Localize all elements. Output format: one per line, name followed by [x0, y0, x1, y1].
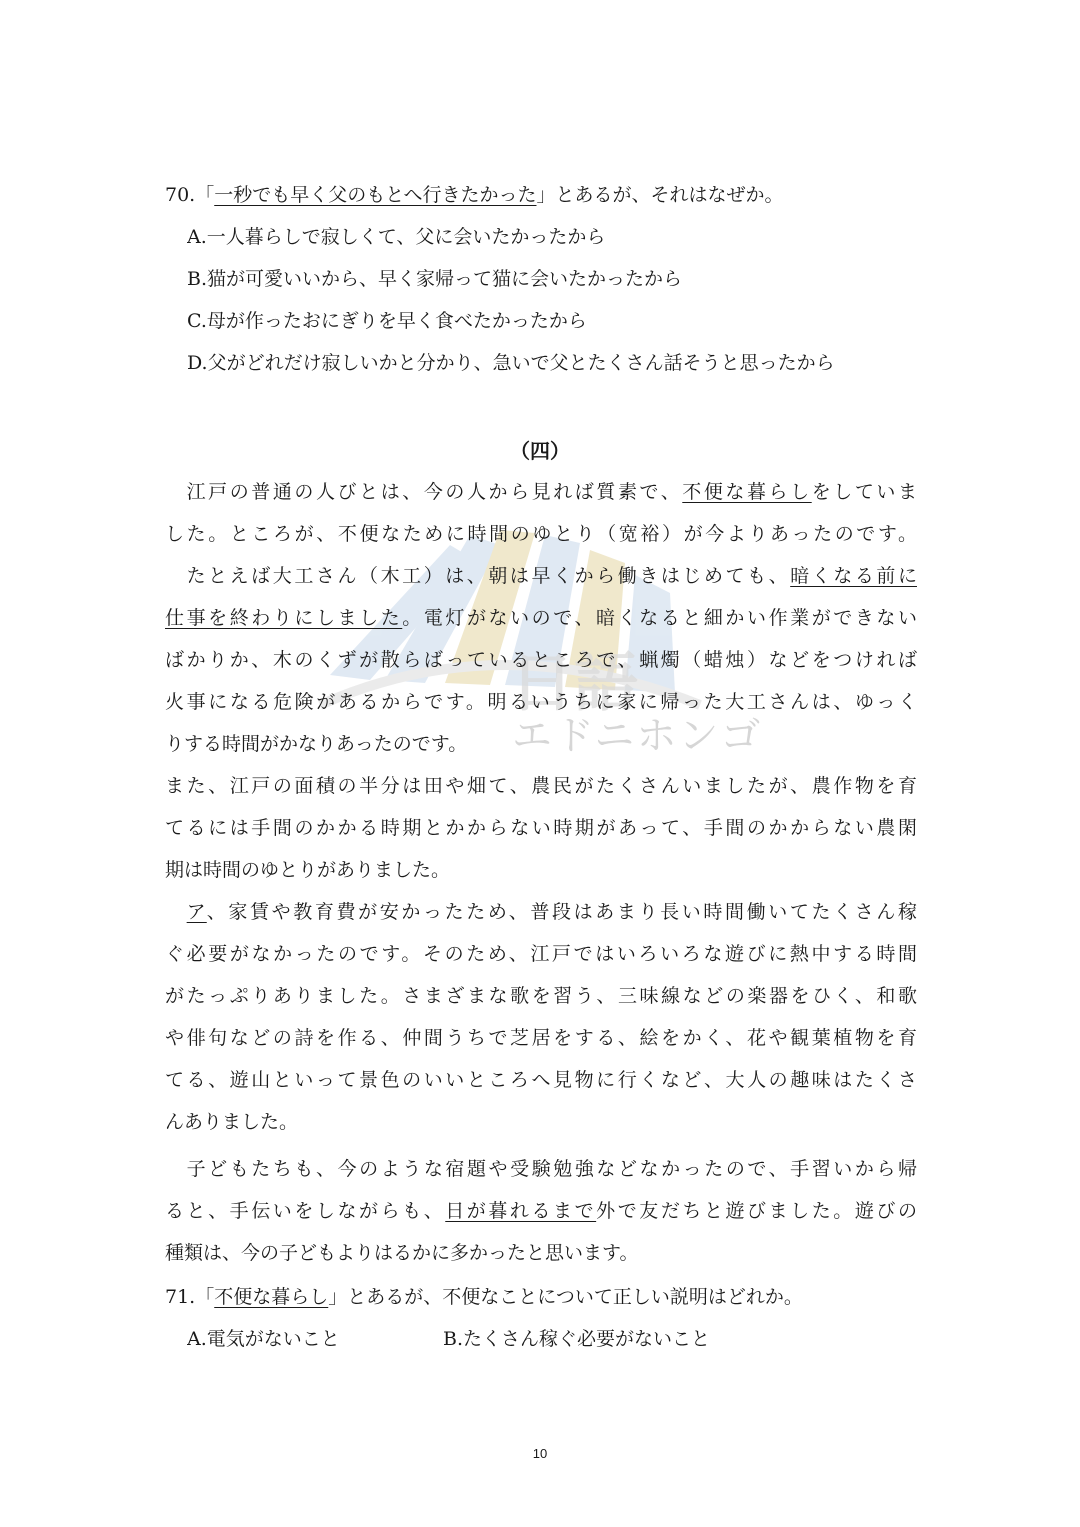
passage-blank-a: ア	[186, 901, 207, 923]
q71-stem: 71.「不便な暮らし」とあるが、不便なことについて正しい説明はどれか。	[165, 1286, 803, 1308]
passage-line: てるには手間のかかる時期とかからない時期があって、手間のかからない農閑	[165, 817, 917, 839]
q71-underlined-phrase: 不便な暮らし	[214, 1286, 329, 1308]
q70-option-c: C.母が作ったおにぎりを早く食べたかったから	[187, 310, 587, 332]
passage-line: また、江戸の面積の半分は田や畑て、農民がたくさんいましたが、農作物を育	[165, 775, 917, 797]
passage-line: 子どもたちも、今のような宿題や受験勉強などなかったので、手習いから帰	[186, 1158, 917, 1180]
q70-option-a: A.一人暮らしで寂しくて、父に会いたかったから	[187, 226, 606, 248]
passage-underline-before-dark: 暗くなる前に	[790, 565, 917, 587]
passage-underline-finish-work: 仕事を終わりにしました	[165, 607, 403, 629]
page-number: 10	[532, 1446, 548, 1461]
passage-line: 仕事を終わりにしました。電灯がないので、暗くなると細かい作業ができない	[165, 607, 917, 629]
passage-underline-inconvenient-life: 不便な暮らし	[682, 481, 812, 503]
passage-line: ばかりか、木のくずが散らばっているところで、蝋燭（蜡烛）などをつければ	[165, 649, 917, 671]
passage-line: 江戸の普通の人びとは、今の人から見れば質素で、不便な暮らしをしていま	[186, 481, 917, 503]
passage-line: ぐ必要がなかったのです。そのため、江戸ではいろいろな遊びに熱中する時間	[165, 943, 917, 965]
passage-line: たとえば大工さん（木工）は、朝は早くから働きはじめても、暗くなる前に	[186, 565, 917, 587]
passage-line: 期は時間のゆとりがありました。	[165, 859, 451, 881]
q71-option-a: A.電気がないこと	[187, 1328, 340, 1350]
passage-line: てる、遊山といって景色のいいところへ見物に行くなど、大人の趣味はたくさ	[165, 1069, 917, 1091]
q70-stem: 70.「一秒でも早く父のもとへ行きたかった」とあるが、それはなぜか。	[165, 184, 784, 206]
passage-line: や俳句などの詩を作る、仲間うちで芝居をする、絵をかく、花や観葉植物を育	[165, 1027, 917, 1049]
passage-line: した。ところが、不便なために時間のゆとり（宽裕）が今よりあったのです。	[165, 523, 917, 545]
passage-line: んありました。	[165, 1111, 299, 1133]
passage-line: ると、手伝いをしながらも、日が暮れるまで外で友だちと遊びました。遊びの	[165, 1200, 917, 1222]
section-heading: （四）	[510, 439, 570, 463]
watermark-logo-text: 日語	[510, 646, 638, 721]
passage-line: 種類は、今の子どもよりはるかに多かったと思います。	[165, 1242, 639, 1264]
passage-line: 火事になる危険があるからです。明るいうちに家に帰った大工さんは、ゆっく	[165, 691, 917, 713]
q70-option-d: D.父がどれだけ寂しいかと分かり、急いで父とたくさん話そうと思ったから	[187, 352, 835, 374]
watermark-text: エドニホンゴ	[512, 713, 763, 759]
passage-line: がたっぷりありました。さまざまな歌を習う、三味線などの楽器をひく、和歌	[165, 985, 917, 1007]
passage-line: りする時間がかなりあったのです。	[165, 733, 468, 755]
q71-option-b: B.たくさん稼ぐ必要がないこと	[443, 1328, 711, 1350]
q70-underlined-phrase: 一秒でも早く父のもとへ行きたかった	[214, 184, 537, 206]
passage-underline-until-sunset: 日が暮れるまで	[445, 1200, 597, 1222]
q70-option-b: B.猫が可愛いいから、早く家帰って猫に会いたかったから	[187, 268, 683, 290]
passage-line: ア、家賃や教育費が安かったため、普段はあまり長い時間働いてたくさん稼	[186, 901, 917, 923]
